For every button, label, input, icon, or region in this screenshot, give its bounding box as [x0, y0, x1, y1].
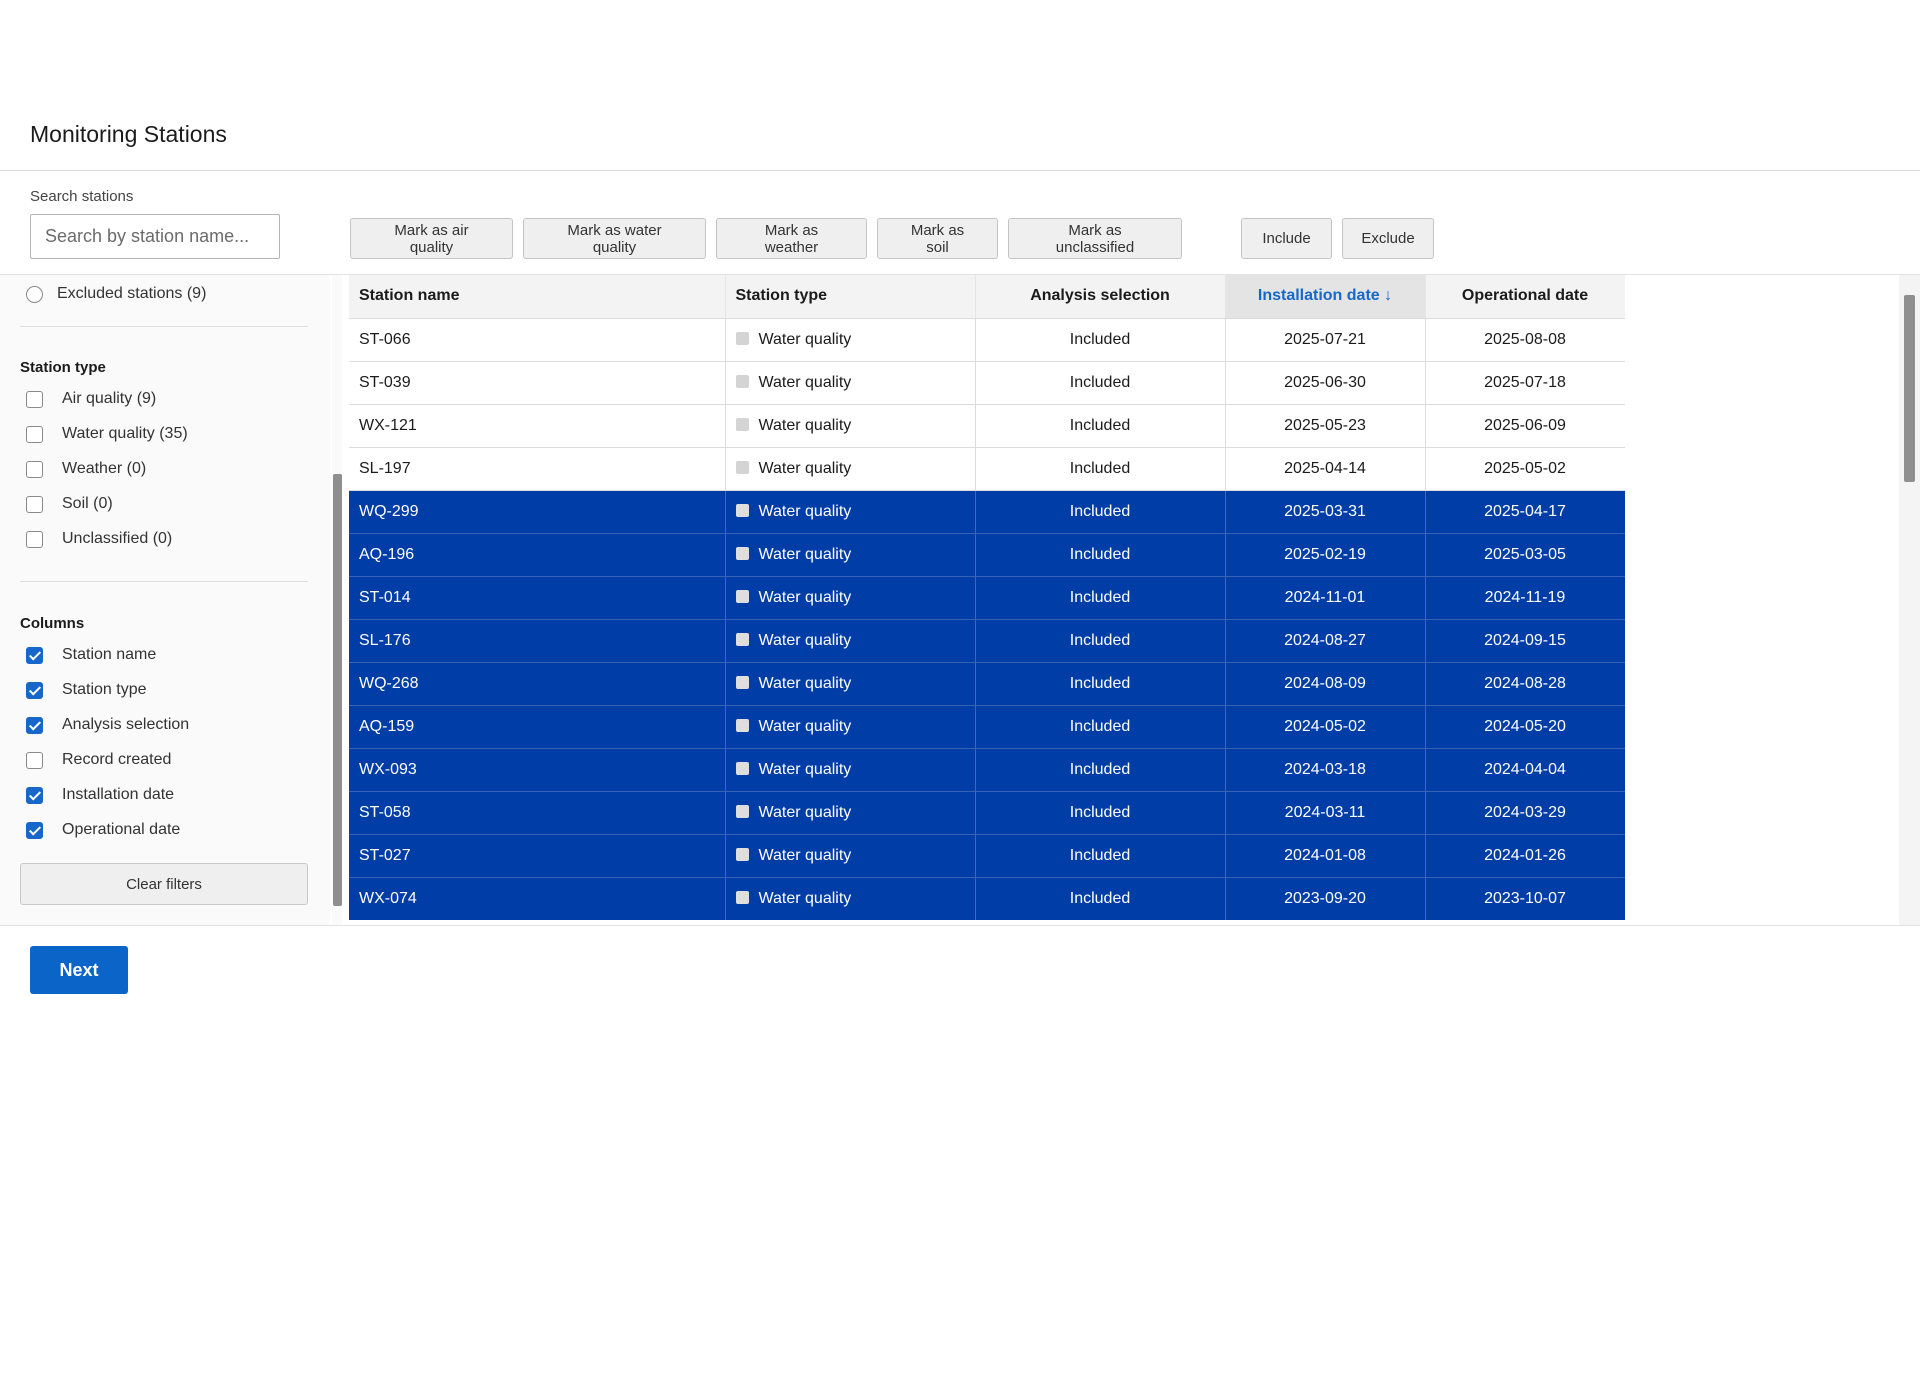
station-type-filter-label: Unclassified (0)	[62, 530, 173, 547]
table-row[interactable]	[349, 619, 1625, 662]
clear-filters-button[interactable]: Clear filters	[20, 863, 308, 905]
excluded-stations-radio[interactable]	[26, 285, 206, 303]
cell-station-name: WX-121	[349, 404, 725, 447]
checkbox-icon	[26, 752, 43, 769]
table-row[interactable]	[349, 877, 1625, 920]
table-body	[349, 318, 1625, 920]
cell-analysis-selection: Included	[975, 490, 1225, 533]
cell-operational-date: 2024-03-29	[1425, 791, 1625, 834]
cell-operational-date: 2023-10-07	[1425, 877, 1625, 920]
cell-installation-date: 2025-02-19	[1225, 533, 1425, 576]
station-type-text: Water quality	[758, 803, 852, 821]
checkbox-icon	[26, 461, 43, 478]
type-swatch-icon	[736, 891, 749, 904]
station-type-filter[interactable]	[26, 390, 156, 408]
cell-analysis-selection: Included	[975, 447, 1225, 490]
cell-operational-date: 2025-04-17	[1425, 490, 1625, 533]
cell-station-type	[725, 447, 975, 490]
filter-panel	[0, 275, 330, 925]
cell-installation-date: 2025-03-31	[1225, 490, 1425, 533]
panel-divider	[20, 581, 308, 582]
column-toggle[interactable]	[26, 786, 174, 804]
station-type-text: Water quality	[758, 502, 852, 520]
cell-installation-date: 2024-08-09	[1225, 662, 1425, 705]
cell-installation-date: 2024-11-01	[1225, 576, 1425, 619]
cell-station-type	[725, 748, 975, 791]
cell-installation-date: 2024-01-08	[1225, 834, 1425, 877]
station-type-filter-label: Soil (0)	[62, 495, 113, 512]
column-toggle[interactable]	[26, 646, 156, 664]
type-swatch-icon	[736, 633, 749, 646]
cell-operational-date: 2024-04-04	[1425, 748, 1625, 791]
station-type-text: Water quality	[758, 330, 852, 348]
cell-station-name: ST-039	[349, 361, 725, 404]
column-toggle[interactable]	[26, 716, 189, 734]
column-toggle-label: Installation date	[62, 786, 175, 803]
station-type-filter[interactable]	[26, 495, 113, 513]
next-button[interactable]: Next	[30, 946, 128, 994]
cell-station-name: AQ-159	[349, 705, 725, 748]
table-row[interactable]	[349, 404, 1625, 447]
mark-soil-button[interactable]: Mark as soil	[877, 218, 998, 259]
excluded-stations-label: Excluded stations (9)	[57, 285, 207, 302]
search-input[interactable]	[30, 214, 280, 259]
station-type-text: Water quality	[758, 588, 852, 606]
cell-station-type	[725, 533, 975, 576]
cell-analysis-selection: Included	[975, 705, 1225, 748]
cell-station-type	[725, 619, 975, 662]
station-type-filter-label: Water quality (35)	[62, 425, 188, 442]
header-station-name[interactable]: Station name	[349, 275, 725, 318]
stations-table-container	[349, 275, 1625, 920]
table-row[interactable]	[349, 533, 1625, 576]
station-type-filter-label: Air quality (9)	[62, 390, 157, 407]
search-label: Search stations	[30, 188, 134, 205]
column-toggle-label: Record created	[62, 751, 172, 768]
station-type-filter-label: Weather (0)	[62, 460, 147, 477]
column-toggle[interactable]	[26, 751, 171, 769]
station-type-text: Water quality	[758, 373, 852, 391]
table-row[interactable]	[349, 447, 1625, 490]
cell-installation-date: 2024-03-11	[1225, 791, 1425, 834]
cell-analysis-selection: Included	[975, 834, 1225, 877]
cell-station-type	[725, 576, 975, 619]
table-row[interactable]	[349, 318, 1625, 361]
cell-operational-date: 2024-05-20	[1425, 705, 1625, 748]
radio-icon	[26, 286, 43, 303]
cell-analysis-selection: Included	[975, 748, 1225, 791]
type-swatch-icon	[736, 504, 749, 517]
cell-station-name: AQ-196	[349, 533, 725, 576]
cell-installation-date: 2025-05-23	[1225, 404, 1425, 447]
column-toggle-label: Station type	[62, 681, 147, 698]
station-type-text: Water quality	[758, 717, 852, 735]
station-type-text: Water quality	[758, 631, 852, 649]
type-swatch-icon	[736, 332, 749, 345]
footer-divider	[0, 925, 1920, 926]
header-operational-date[interactable]: Operational date	[1425, 275, 1625, 318]
station-type-text: Water quality	[758, 459, 852, 477]
checkbox-icon	[26, 391, 43, 408]
cell-operational-date: 2024-08-28	[1425, 662, 1625, 705]
cell-installation-date: 2023-09-20	[1225, 877, 1425, 920]
checkbox-checked-icon	[26, 682, 43, 699]
stations-table	[349, 275, 1625, 920]
cell-installation-date: 2025-04-14	[1225, 447, 1425, 490]
column-toggle-label: Operational date	[62, 821, 181, 838]
title-divider	[0, 170, 1920, 171]
station-type-title: Station type	[20, 359, 106, 376]
cell-operational-date: 2025-05-02	[1425, 447, 1625, 490]
cell-installation-date: 2024-08-27	[1225, 619, 1425, 662]
type-swatch-icon	[736, 590, 749, 603]
station-type-text: Water quality	[758, 889, 852, 907]
cell-analysis-selection: Included	[975, 619, 1225, 662]
panel-divider	[20, 326, 308, 327]
cell-analysis-selection: Included	[975, 533, 1225, 576]
checkbox-icon	[26, 531, 43, 548]
cell-operational-date: 2025-03-05	[1425, 533, 1625, 576]
table-row[interactable]	[349, 748, 1625, 791]
type-swatch-icon	[736, 848, 749, 861]
cell-station-type	[725, 705, 975, 748]
cell-analysis-selection: Included	[975, 361, 1225, 404]
cell-station-type	[725, 490, 975, 533]
column-toggle-label: Station name	[62, 646, 157, 663]
cell-operational-date: 2025-08-08	[1425, 318, 1625, 361]
cell-installation-date: 2025-07-21	[1225, 318, 1425, 361]
type-swatch-icon	[736, 762, 749, 775]
table-row[interactable]	[349, 834, 1625, 877]
station-type-filter[interactable]	[26, 530, 172, 548]
cell-station-name: ST-014	[349, 576, 725, 619]
type-swatch-icon	[736, 676, 749, 689]
table-header-row	[349, 275, 1625, 318]
mark-water-quality-button[interactable]: Mark as water quality	[523, 218, 706, 259]
checkbox-icon	[26, 426, 43, 443]
cell-operational-date: 2024-09-15	[1425, 619, 1625, 662]
cell-station-type	[725, 834, 975, 877]
table-row[interactable]	[349, 361, 1625, 404]
table-row[interactable]	[349, 791, 1625, 834]
column-toggle-label: Analysis selection	[62, 716, 190, 733]
station-type-filter[interactable]	[26, 425, 188, 443]
cell-station-name: WQ-268	[349, 662, 725, 705]
station-type-text: Water quality	[758, 760, 852, 778]
type-swatch-icon	[736, 547, 749, 560]
cell-station-type	[725, 361, 975, 404]
station-type-filter[interactable]	[26, 460, 146, 478]
mark-unclassified-button[interactable]: Mark as unclassified	[1008, 218, 1182, 259]
cell-station-name: WQ-299	[349, 490, 725, 533]
column-toggle[interactable]	[26, 821, 180, 839]
type-swatch-icon	[736, 805, 749, 818]
cell-analysis-selection: Included	[975, 318, 1225, 361]
table-scrollbar-thumb[interactable]	[1904, 295, 1915, 482]
cell-station-type	[725, 404, 975, 447]
cell-analysis-selection: Included	[975, 404, 1225, 447]
checkbox-checked-icon	[26, 822, 43, 839]
column-toggle[interactable]	[26, 681, 147, 699]
exclude-button[interactable]: Exclude	[1342, 218, 1434, 259]
filter-panel-scrollbar-thumb[interactable]	[333, 474, 342, 906]
header-station-type[interactable]: Station type	[725, 275, 975, 318]
cell-analysis-selection: Included	[975, 791, 1225, 834]
cell-station-type	[725, 662, 975, 705]
cell-installation-date: 2025-06-30	[1225, 361, 1425, 404]
checkbox-checked-icon	[26, 787, 43, 804]
checkbox-checked-icon	[26, 717, 43, 734]
cell-operational-date: 2025-06-09	[1425, 404, 1625, 447]
columns-title: Columns	[20, 615, 85, 632]
cell-station-name: ST-027	[349, 834, 725, 877]
type-swatch-icon	[736, 461, 749, 474]
header-analysis-selection[interactable]: Analysis selection	[975, 275, 1225, 318]
cell-station-name: WX-074	[349, 877, 725, 920]
mark-weather-button[interactable]: Mark as weather	[716, 218, 867, 259]
station-type-text: Water quality	[758, 674, 852, 692]
mark-air-quality-button[interactable]: Mark as air quality	[350, 218, 513, 259]
include-button[interactable]: Include	[1241, 218, 1332, 259]
cell-analysis-selection: Included	[975, 576, 1225, 619]
checkbox-checked-icon	[26, 647, 43, 664]
header-installation-date[interactable]: Installation date ↓	[1225, 275, 1425, 318]
checkbox-icon	[26, 496, 43, 513]
cell-analysis-selection: Included	[975, 877, 1225, 920]
cell-station-type	[725, 318, 975, 361]
station-type-text: Water quality	[758, 416, 852, 434]
type-swatch-icon	[736, 719, 749, 732]
cell-station-type	[725, 877, 975, 920]
page-title: Monitoring Stations	[30, 121, 227, 147]
type-swatch-icon	[736, 375, 749, 388]
cell-installation-date: 2024-05-02	[1225, 705, 1425, 748]
cell-station-type	[725, 791, 975, 834]
cell-analysis-selection: Included	[975, 662, 1225, 705]
table-row[interactable]	[349, 662, 1625, 705]
cell-station-name: SL-197	[349, 447, 725, 490]
cell-operational-date: 2024-11-19	[1425, 576, 1625, 619]
station-type-text: Water quality	[758, 846, 852, 864]
table-row[interactable]	[349, 705, 1625, 748]
station-type-text: Water quality	[758, 545, 852, 563]
table-row[interactable]	[349, 576, 1625, 619]
cell-station-name: ST-058	[349, 791, 725, 834]
cell-installation-date: 2024-03-18	[1225, 748, 1425, 791]
cell-station-name: ST-066	[349, 318, 725, 361]
cell-station-name: SL-176	[349, 619, 725, 662]
type-swatch-icon	[736, 418, 749, 431]
table-row[interactable]	[349, 490, 1625, 533]
cell-operational-date: 2024-01-26	[1425, 834, 1625, 877]
cell-station-name: WX-093	[349, 748, 725, 791]
cell-operational-date: 2025-07-18	[1425, 361, 1625, 404]
